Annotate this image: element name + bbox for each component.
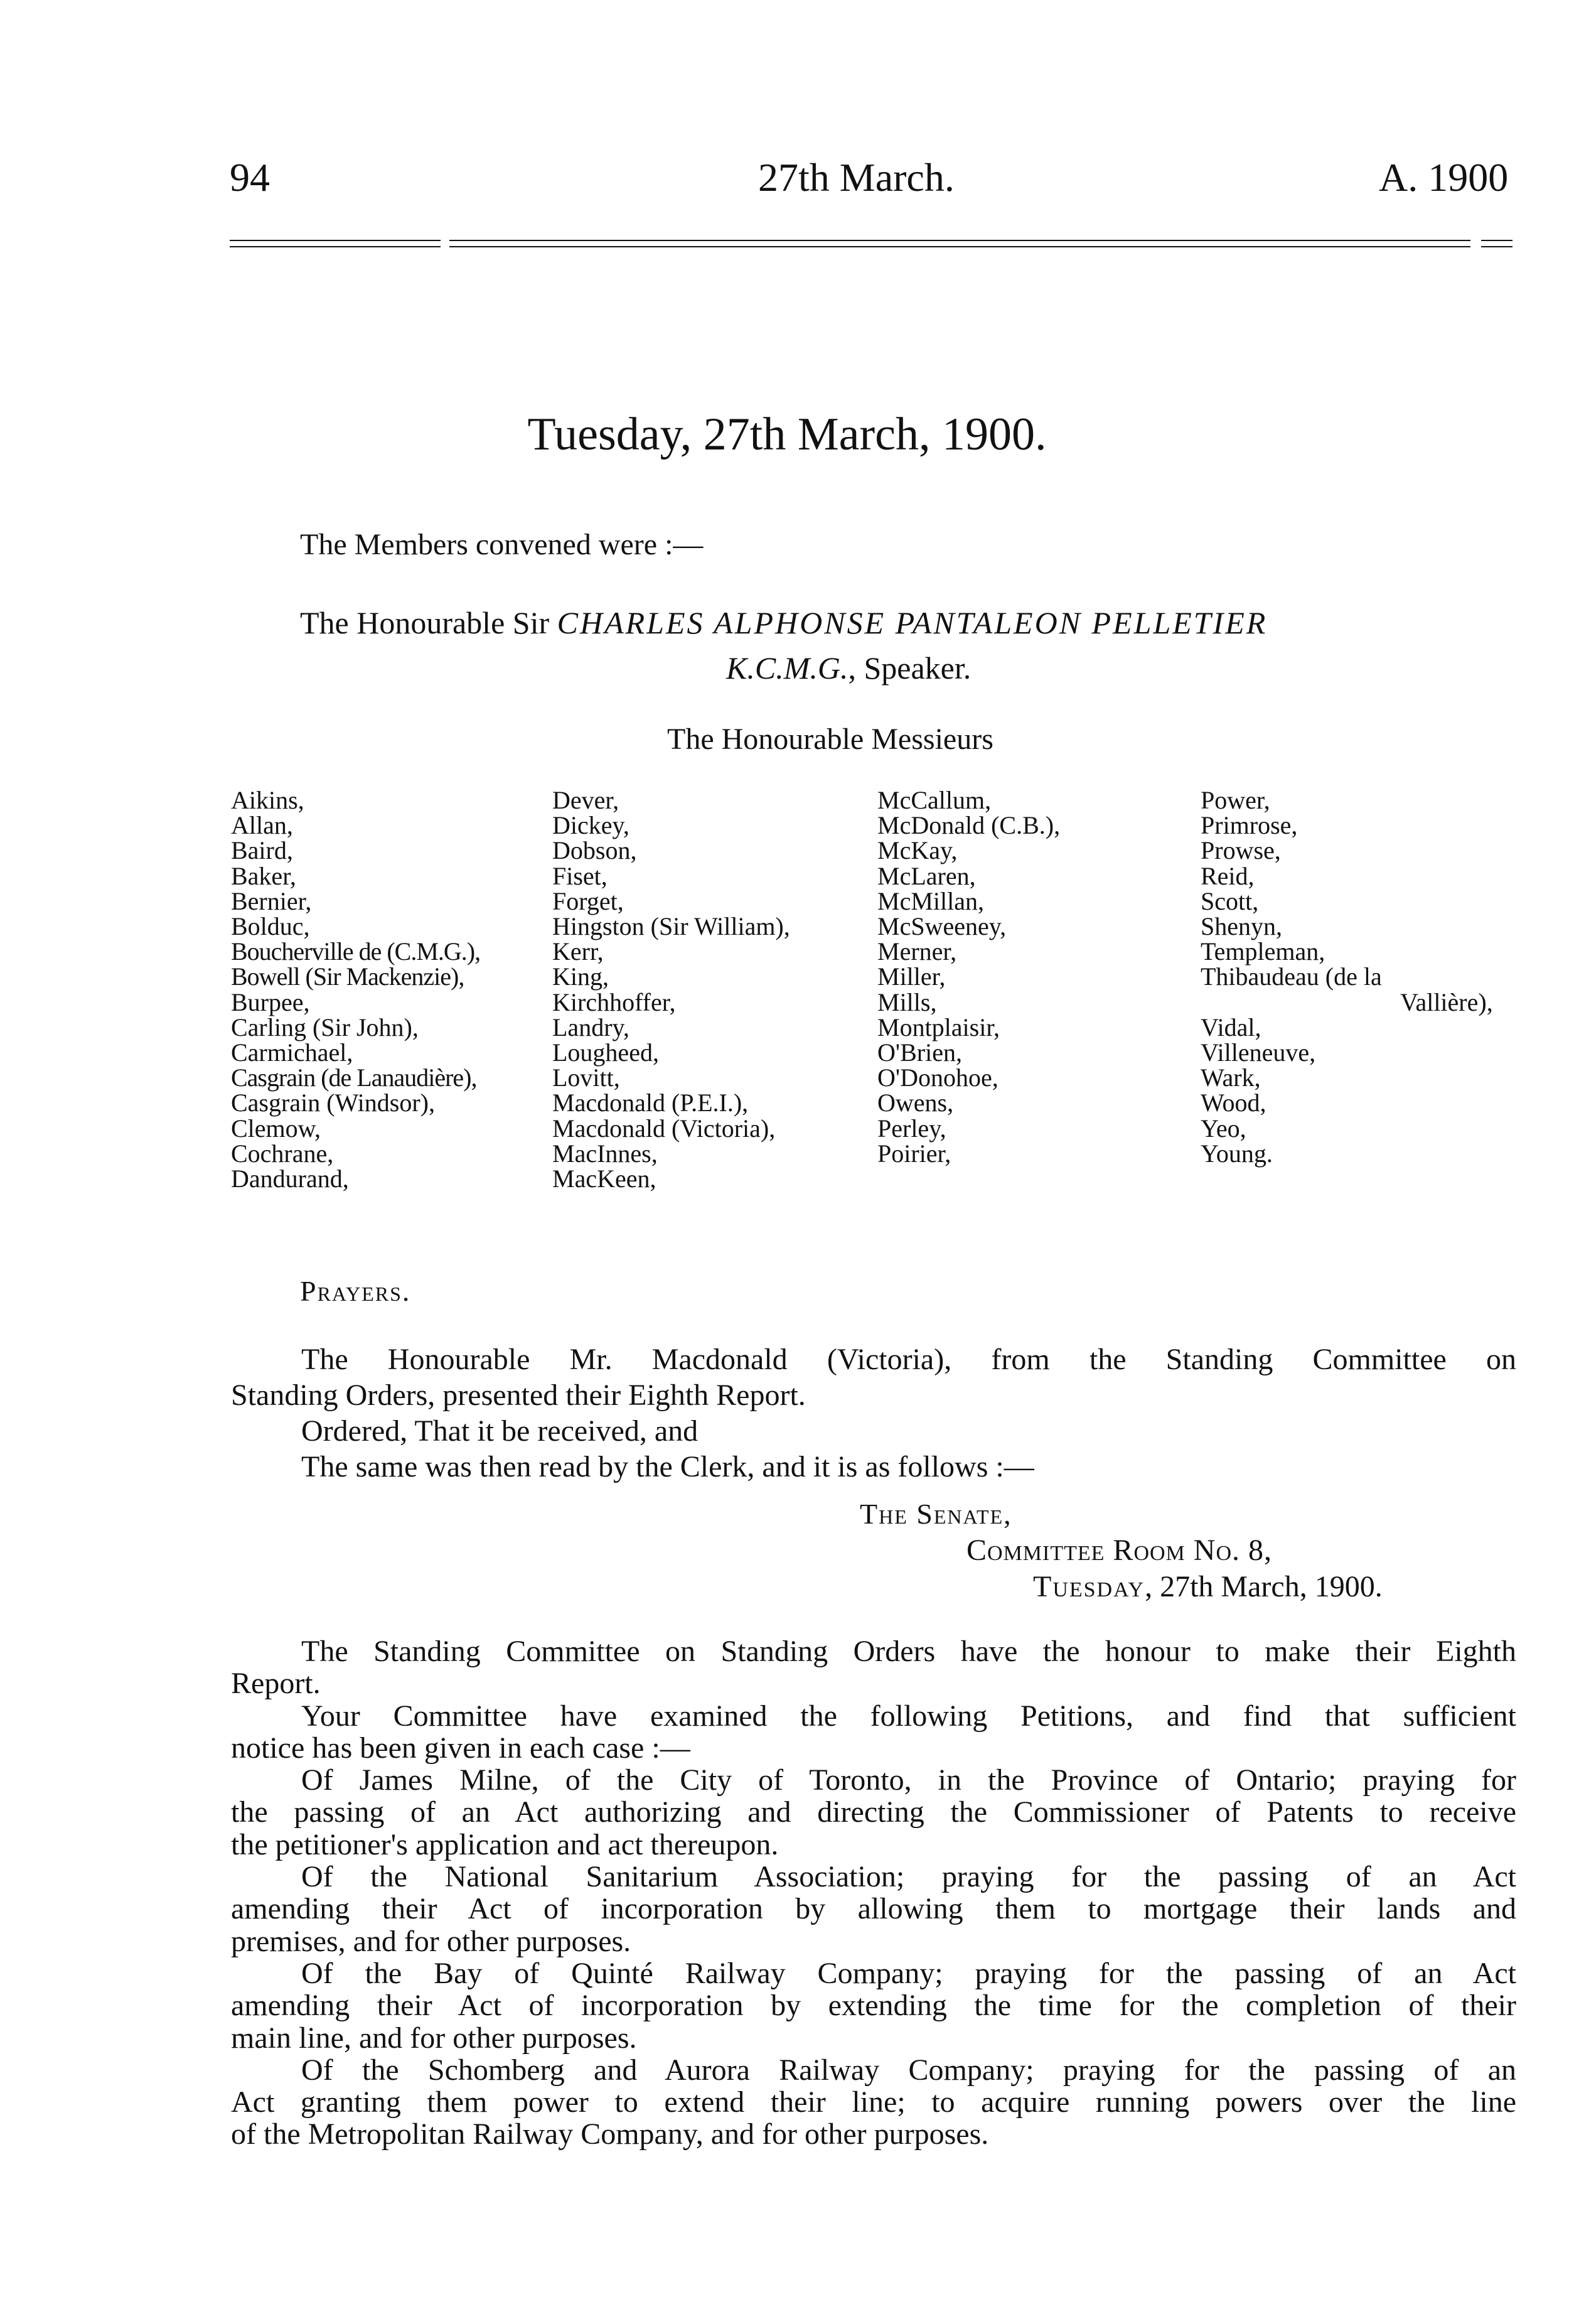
read-line: The same was then read by the Clerk, and it is as follows :— xyxy=(301,1450,1034,1483)
intro-line: The Honourable Mr. Macdonald (Victoria), from the Standing Committee on xyxy=(301,1343,1516,1376)
report-paragraph xyxy=(231,1764,1516,1861)
report-line: The Standing Committee on Standing Orders have the honour to make their Eighth xyxy=(301,1635,1516,1668)
member-name: Landry, xyxy=(552,1013,629,1041)
members-column-4 xyxy=(1201,788,1493,1166)
member-name: McLaren, xyxy=(877,861,976,890)
report-line: main line, and for other purposes. xyxy=(231,2021,637,2055)
member-name: Templeman, xyxy=(1201,937,1325,966)
member-name: Boucherville de (C.M.G.), xyxy=(231,937,481,966)
report-address-room: Committee Room No. 8, xyxy=(966,1534,1273,1567)
report-line: premises, and for other purposes. xyxy=(231,1924,631,1958)
member-name: Wood, xyxy=(1201,1089,1266,1117)
member-name: Mills, xyxy=(877,987,937,1016)
member-name: Montplaisir, xyxy=(877,1013,1000,1041)
member-name: Bowell (Sir Mackenzie), xyxy=(231,962,464,991)
report-day: Tuesday xyxy=(1033,1570,1145,1603)
member-name: MacInnes, xyxy=(552,1139,658,1168)
member-name: McMillan, xyxy=(877,886,984,915)
member-name: King, xyxy=(552,962,609,991)
header-year: A. 1900 xyxy=(1379,155,1509,200)
member-name: Miller, xyxy=(877,962,946,991)
ordered-line: Ordered, That it be received, and xyxy=(301,1414,699,1448)
member-name: Primrose, xyxy=(1201,811,1298,840)
report-line: Of the Schomberg and Aurora Railway Company; praying for the passing of an xyxy=(301,2053,1516,2087)
member-name: Owens, xyxy=(877,1089,954,1117)
member-name: Villeneuve, xyxy=(1201,1038,1316,1067)
member-name: Carmichael, xyxy=(231,1038,353,1067)
report-line: of the Metropolitan Railway Company, and for other purposes. xyxy=(231,2117,989,2151)
member-name: Baird, xyxy=(231,836,293,865)
report-date: , 27th March, 1900. xyxy=(1145,1570,1383,1603)
report-paragraph xyxy=(231,1700,1516,1765)
member-name: Bernier, xyxy=(231,886,312,915)
member-name: Shenyn, xyxy=(1201,912,1282,941)
member-name: Power, xyxy=(1201,786,1270,814)
member-name: Thibaudeau (de la xyxy=(1201,962,1382,991)
member-name: Carling (Sir John), xyxy=(231,1013,419,1041)
member-name: Dever, xyxy=(552,786,619,814)
member-name: O'Donohoe, xyxy=(877,1063,998,1092)
committee-report-intro xyxy=(231,1342,1516,1485)
member-name: O'Brien, xyxy=(877,1038,962,1067)
member-name: McCallum, xyxy=(877,786,992,814)
speaker-honours: K.C.M.G. xyxy=(726,650,849,686)
report-address-date xyxy=(1033,1569,1383,1604)
member-name: Reid, xyxy=(1201,861,1255,890)
speaker-role: , Speaker. xyxy=(848,650,972,686)
member-name: McDonald (C.B.), xyxy=(877,811,1061,840)
report-line: Your Committee have examined the following Petitions, and find that sufficient xyxy=(301,1699,1516,1733)
report-line: Of the National Sanitarium Association; praying for the passing of an Act xyxy=(301,1860,1516,1894)
member-name: Cochrane, xyxy=(231,1139,334,1168)
report-line: Of James Milne, of the City of Toronto, in the Province of Ontario; praying for xyxy=(301,1763,1516,1797)
messieurs-heading: The Honourable Messieurs xyxy=(667,723,993,756)
member-name: Prowse, xyxy=(1201,836,1281,865)
members-column-3 xyxy=(877,788,1060,1166)
member-name: Aikins, xyxy=(231,786,304,814)
member-name: Poirier, xyxy=(877,1139,951,1168)
member-name: Casgrain (Windsor), xyxy=(231,1089,435,1117)
report-paragraph xyxy=(231,1635,1516,1700)
member-name: Perley, xyxy=(877,1114,946,1143)
member-name: McKay, xyxy=(877,836,958,865)
report-address-senate: The Senate, xyxy=(860,1498,1012,1530)
member-name: Dickey, xyxy=(552,811,629,840)
members-intro: The Members convened were :— xyxy=(300,528,704,561)
member-name: Dandurand, xyxy=(231,1165,349,1193)
report-paragraph xyxy=(231,2054,1516,2151)
members-column-1 xyxy=(231,788,480,1192)
member-name: Scott, xyxy=(1201,886,1259,915)
report-paragraph xyxy=(231,1861,1516,1957)
member-name: Dobson, xyxy=(552,836,637,865)
report-line: notice has been given in each case :— xyxy=(231,1731,690,1765)
member-name: Fiset, xyxy=(552,861,608,890)
member-name: Lovitt, xyxy=(552,1063,620,1092)
prayers-heading: Prayers. xyxy=(300,1275,411,1307)
member-name: Kirchhoffer, xyxy=(552,987,676,1016)
page-number: 94 xyxy=(230,155,270,200)
member-name: Kerr, xyxy=(552,937,604,966)
member-name: Allan, xyxy=(231,811,293,840)
member-name: Vallière), xyxy=(1400,987,1493,1016)
member-name: Wark, xyxy=(1201,1063,1261,1092)
speaker-name: CHARLES ALPHONSE PANTALEON PELLETIER xyxy=(557,605,1268,640)
speaker-prefix: The Honourable Sir xyxy=(300,605,550,640)
member-name: MacKeen, xyxy=(552,1165,656,1193)
report-line: Act granting them power to extend their line; to acquire running powers over the line xyxy=(231,2085,1516,2119)
member-name: Clemow, xyxy=(231,1114,321,1143)
member-name: McSweeney, xyxy=(877,912,1007,941)
member-name: Bolduc, xyxy=(231,912,310,941)
report-line: Of the Bay of Quinté Railway Company; praying for the passing of an Act xyxy=(301,1956,1516,1990)
member-name: Vidal, xyxy=(1201,1013,1261,1041)
member-name: Macdonald (Victoria), xyxy=(552,1114,776,1143)
report-line: the passing of an Act authorizing and directing the Commissioner of Patents to receive xyxy=(231,1795,1516,1829)
page-title: Tuesday, 27th March, 1900. xyxy=(527,409,1047,460)
member-name: Hingston (Sir William), xyxy=(552,912,790,941)
member-name: Young. xyxy=(1201,1139,1273,1168)
member-name: Merner, xyxy=(877,937,957,966)
speaker-title-line xyxy=(726,650,971,686)
member-name: Lougheed, xyxy=(552,1038,659,1067)
member-name: Burpee, xyxy=(231,987,310,1016)
member-name: Yeo, xyxy=(1201,1114,1246,1143)
report-body xyxy=(231,1635,1516,2151)
member-name: Macdonald (P.E.I.), xyxy=(552,1089,749,1117)
member-name: Baker, xyxy=(231,861,296,890)
speaker-line xyxy=(300,605,1267,641)
header-date: 27th March. xyxy=(758,155,955,200)
members-column-2 xyxy=(552,788,790,1192)
intro-line: Standing Orders, presented their Eighth Report. xyxy=(231,1379,806,1412)
member-name: Casgrain (de Lanaudière), xyxy=(231,1063,477,1092)
report-line: the petitioner's application and act thereupon. xyxy=(231,1827,779,1861)
report-line: amending their Act of incorporation by extending the time for the completion of their xyxy=(231,1989,1516,2023)
report-paragraph xyxy=(231,1957,1516,2054)
report-line: Report. xyxy=(231,1667,321,1701)
member-name: Forget, xyxy=(552,886,624,915)
report-line: amending their Act of incorporation by allowing them to mortgage their lands and xyxy=(231,1892,1516,1926)
